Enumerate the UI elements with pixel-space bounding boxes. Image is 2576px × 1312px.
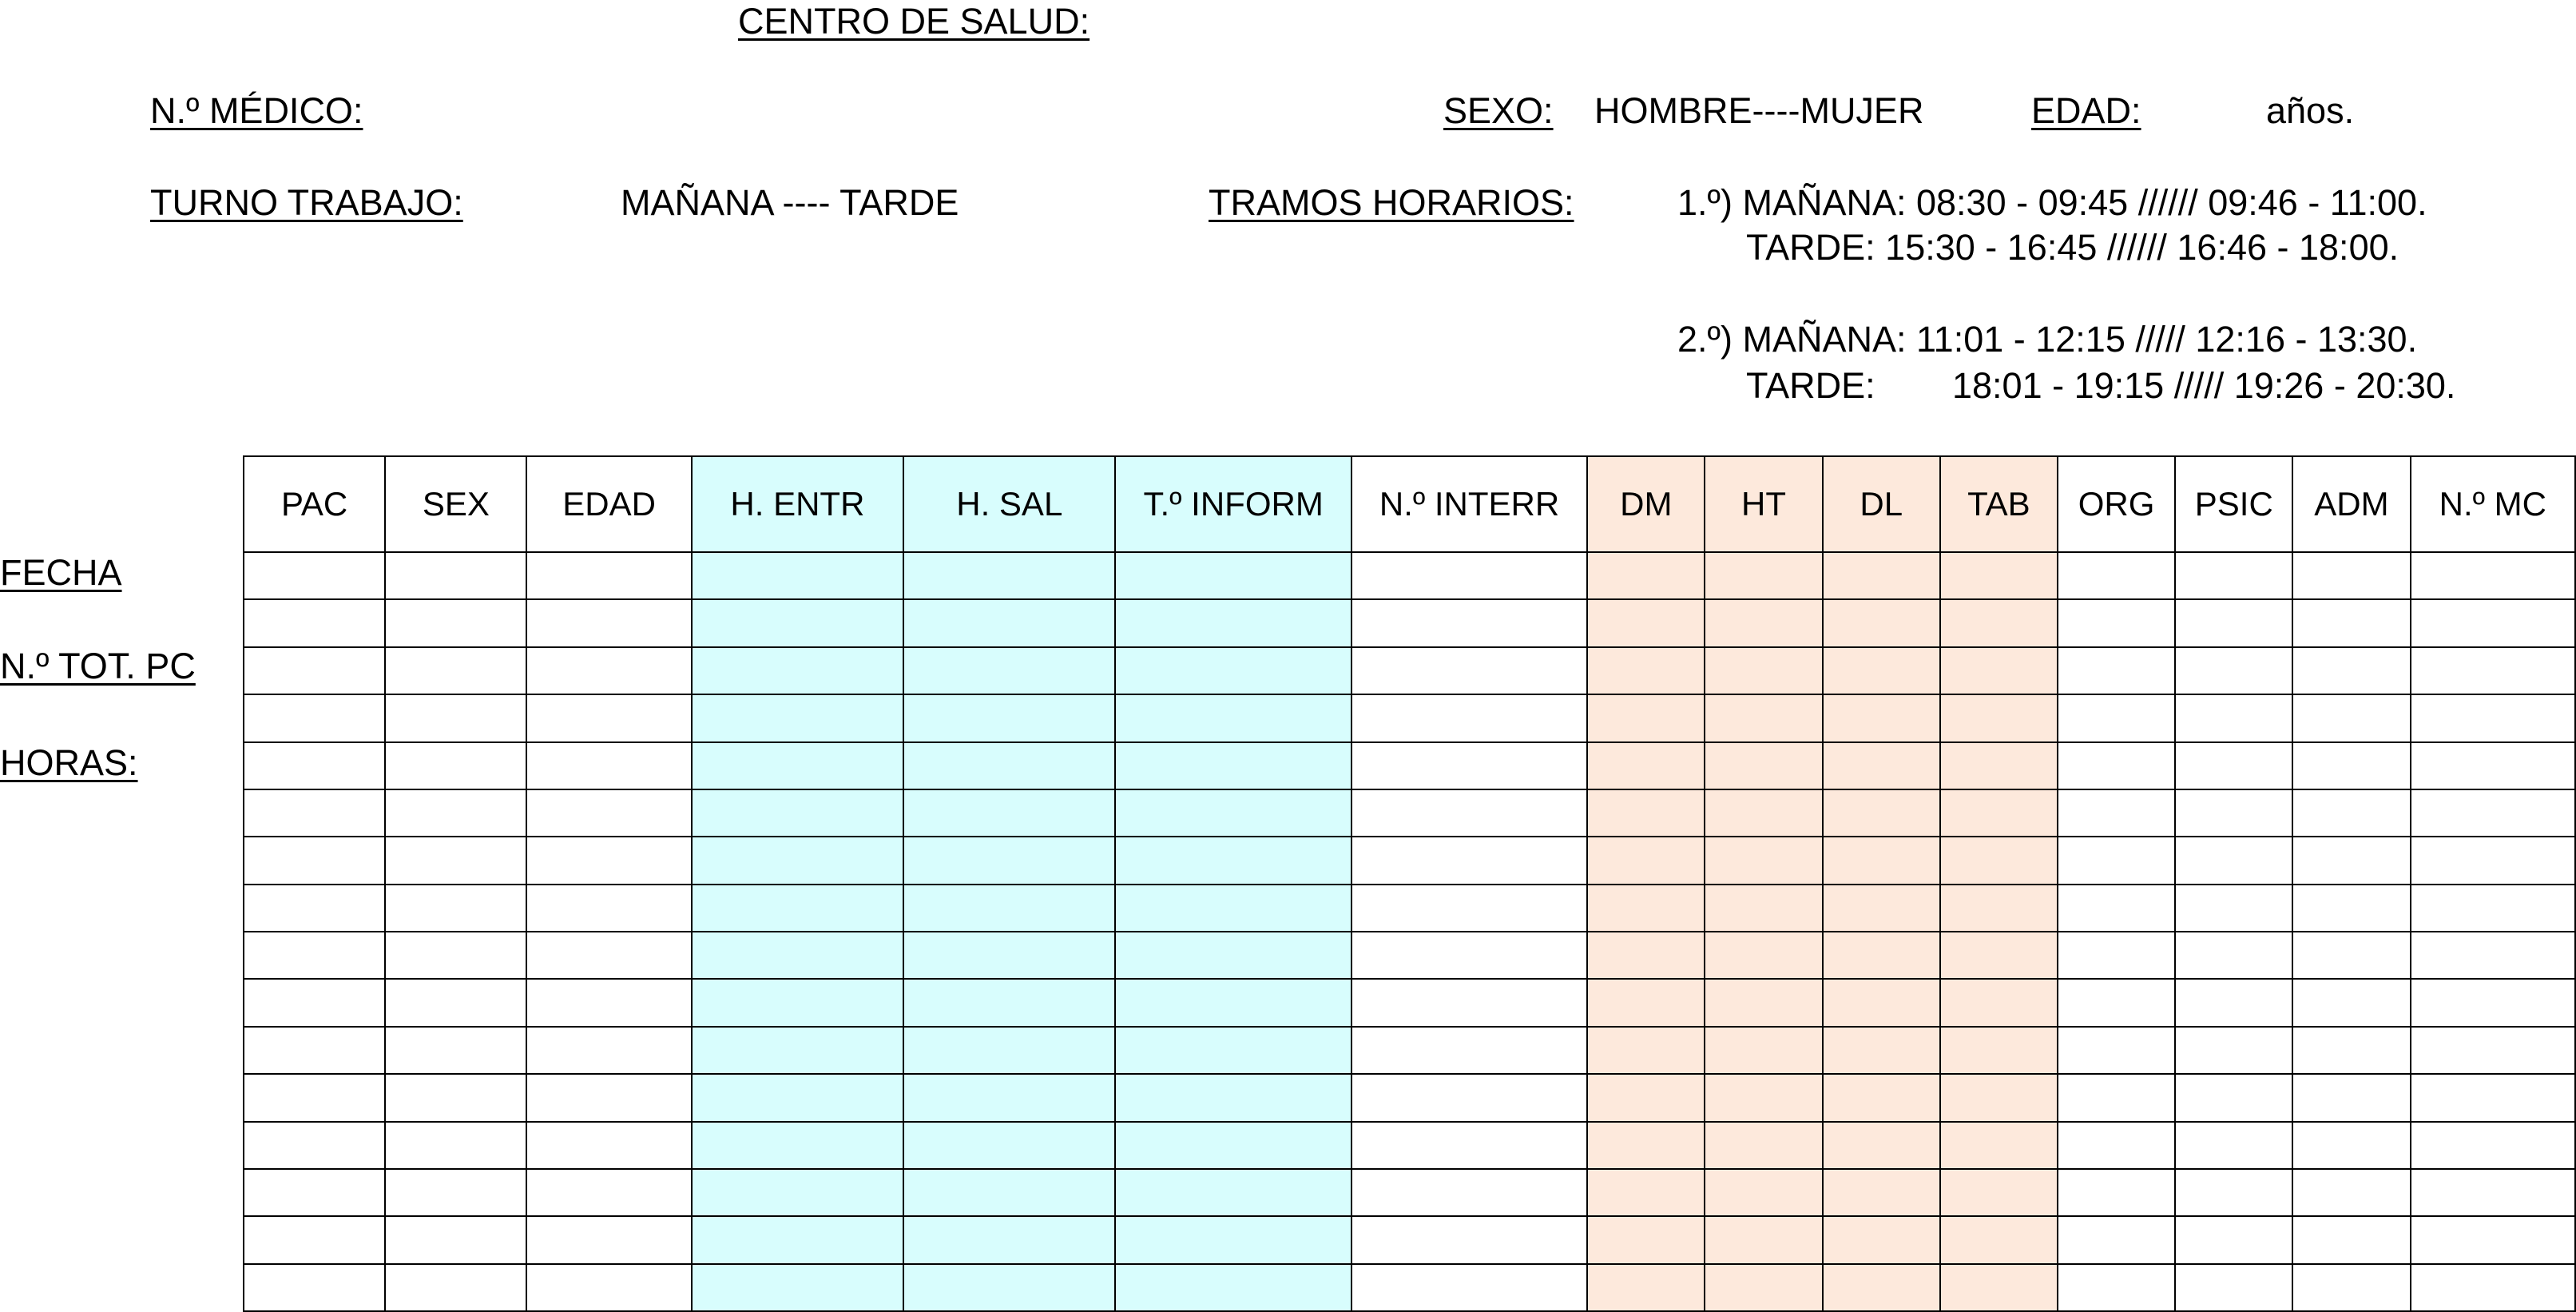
table-cell[interactable]: [1940, 932, 2058, 979]
table-cell[interactable]: [244, 1074, 385, 1121]
tramo-1-manana: 1.º) MAÑANA: 08:30 - 09:45 ////// 09:46 - 11:00.: [1677, 182, 2427, 223]
table-cell[interactable]: [2411, 742, 2575, 789]
table-cell[interactable]: [1940, 599, 2058, 646]
table-row: [244, 1264, 2575, 1311]
table-cell[interactable]: [1587, 647, 1705, 694]
table-cell[interactable]: [526, 552, 691, 599]
table-cell[interactable]: [2411, 1122, 2575, 1169]
table-cell[interactable]: [1587, 1216, 1705, 1263]
table-cell[interactable]: [2175, 742, 2292, 789]
table-row: [244, 1216, 2575, 1263]
table-cell[interactable]: [903, 1169, 1115, 1216]
table-cell[interactable]: [1705, 789, 1822, 837]
table-cell[interactable]: [2175, 979, 2292, 1026]
table-cell[interactable]: [1823, 1216, 1940, 1263]
table-row: [244, 789, 2575, 837]
table-cell[interactable]: [385, 1169, 526, 1216]
table-cell[interactable]: [1940, 885, 2058, 932]
table-cell[interactable]: [1940, 647, 2058, 694]
table-cell[interactable]: [1352, 742, 1587, 789]
table-cell[interactable]: [244, 1216, 385, 1263]
table-cell[interactable]: [1823, 1027, 1940, 1074]
table-cell[interactable]: [1587, 789, 1705, 837]
table-cell[interactable]: [692, 979, 903, 1026]
table-cell[interactable]: [692, 932, 903, 979]
table-cell[interactable]: [1352, 1169, 1587, 1216]
table-cell[interactable]: [385, 1027, 526, 1074]
table-cell[interactable]: [903, 647, 1115, 694]
table-cell[interactable]: [2292, 837, 2410, 884]
table-cell[interactable]: [692, 1169, 903, 1216]
table-cell[interactable]: [526, 647, 691, 694]
table-cell[interactable]: [2058, 1074, 2175, 1121]
table-cell[interactable]: [903, 1074, 1115, 1121]
table-row: [244, 932, 2575, 979]
table-cell[interactable]: [1352, 552, 1587, 599]
turno-trabajo-label: TURNO TRABAJO:: [150, 182, 463, 223]
table-cell[interactable]: [2411, 647, 2575, 694]
table-cell[interactable]: [2411, 1074, 2575, 1121]
column-header: N.º INTERR: [1352, 456, 1587, 552]
table-cell[interactable]: [1115, 742, 1351, 789]
table-cell[interactable]: [1587, 1122, 1705, 1169]
table-cell[interactable]: [1115, 789, 1351, 837]
table-cell[interactable]: [526, 979, 691, 1026]
table-cell[interactable]: [1705, 1264, 1822, 1311]
table-cell[interactable]: [2411, 837, 2575, 884]
table-cell[interactable]: [1940, 1074, 2058, 1121]
table-cell[interactable]: [244, 694, 385, 741]
table-cell[interactable]: [2292, 1027, 2410, 1074]
table-cell[interactable]: [2058, 1264, 2175, 1311]
turno-options: MAÑANA ---- TARDE: [621, 182, 959, 223]
table-cell[interactable]: [526, 885, 691, 932]
table-cell[interactable]: [903, 932, 1115, 979]
table-cell[interactable]: [1940, 979, 2058, 1026]
table-cell[interactable]: [1587, 1264, 1705, 1311]
table-cell[interactable]: [385, 742, 526, 789]
table-cell[interactable]: [1940, 1264, 2058, 1311]
table-cell[interactable]: [1587, 837, 1705, 884]
horas-label: HORAS:: [0, 742, 138, 783]
table-cell[interactable]: [2292, 1169, 2410, 1216]
table-cell[interactable]: [244, 1027, 385, 1074]
table-cell[interactable]: [903, 1216, 1115, 1263]
table-cell[interactable]: [1352, 1264, 1587, 1311]
table-cell[interactable]: [1823, 552, 1940, 599]
table-cell[interactable]: [1115, 837, 1351, 884]
table-cell[interactable]: [1823, 932, 1940, 979]
table-cell[interactable]: [526, 789, 691, 837]
table-cell[interactable]: [2292, 742, 2410, 789]
table-cell[interactable]: [2411, 599, 2575, 646]
table-cell[interactable]: [1705, 1122, 1822, 1169]
table-cell[interactable]: [1587, 1074, 1705, 1121]
table-cell[interactable]: [2175, 552, 2292, 599]
table-cell[interactable]: [526, 1027, 691, 1074]
patient-record-table: [243, 455, 2576, 1312]
table-cell[interactable]: [1823, 1264, 1940, 1311]
table-cell[interactable]: [2292, 1264, 2410, 1311]
table-cell[interactable]: [903, 979, 1115, 1026]
table-cell[interactable]: [385, 789, 526, 837]
table-row: [244, 1169, 2575, 1216]
table-cell[interactable]: [2411, 1216, 2575, 1263]
column-header: T.º INFORM: [1115, 456, 1351, 552]
table-cell[interactable]: [1352, 979, 1587, 1026]
column-header: H. SAL: [903, 456, 1115, 552]
table-cell[interactable]: [1940, 742, 2058, 789]
table-cell[interactable]: [526, 1169, 691, 1216]
table-cell[interactable]: [1705, 1169, 1822, 1216]
table-cell[interactable]: [1823, 694, 1940, 741]
table-cell[interactable]: [2292, 647, 2410, 694]
table-cell[interactable]: [1352, 599, 1587, 646]
table-cell[interactable]: [1940, 1216, 2058, 1263]
table-cell[interactable]: [2058, 789, 2175, 837]
table-cell[interactable]: [2175, 599, 2292, 646]
medico-label: N.º MÉDICO:: [150, 90, 363, 131]
table-cell[interactable]: [692, 742, 903, 789]
table-cell[interactable]: [2175, 1264, 2292, 1311]
table-cell[interactable]: [385, 1074, 526, 1121]
table-cell[interactable]: [692, 1122, 903, 1169]
table-cell[interactable]: [1352, 1027, 1587, 1074]
table-cell[interactable]: [2411, 932, 2575, 979]
table-cell[interactable]: [385, 647, 526, 694]
table-cell[interactable]: [2292, 599, 2410, 646]
table-cell[interactable]: [385, 1264, 526, 1311]
table-row: [244, 1027, 2575, 1074]
table-cell[interactable]: [1940, 1169, 2058, 1216]
table-cell[interactable]: [244, 742, 385, 789]
table-cell[interactable]: [1115, 932, 1351, 979]
table-cell[interactable]: [2411, 1264, 2575, 1311]
table-cell[interactable]: [692, 1216, 903, 1263]
total-pc-label: N.º TOT. PC: [0, 646, 196, 686]
table-cell[interactable]: [244, 647, 385, 694]
table-cell[interactable]: [526, 837, 691, 884]
table-cell[interactable]: [1587, 1169, 1705, 1216]
table-cell[interactable]: [1705, 885, 1822, 932]
table-cell[interactable]: [1823, 837, 1940, 884]
table-cell[interactable]: [1705, 1074, 1822, 1121]
table-cell[interactable]: [2292, 979, 2410, 1026]
table-cell[interactable]: [2058, 1216, 2175, 1263]
table-cell[interactable]: [1115, 1122, 1351, 1169]
table-cell[interactable]: [1823, 1074, 1940, 1121]
table-cell[interactable]: [1823, 979, 1940, 1026]
table-cell[interactable]: [1352, 1122, 1587, 1169]
table-cell[interactable]: [385, 979, 526, 1026]
table-cell[interactable]: [1587, 742, 1705, 789]
table-cell[interactable]: [1823, 599, 1940, 646]
column-header: TAB: [1940, 456, 2058, 552]
table-cell[interactable]: [692, 647, 903, 694]
table-cell[interactable]: [1940, 552, 2058, 599]
table-cell[interactable]: [1115, 885, 1351, 932]
column-header: H. ENTR: [692, 456, 903, 552]
table-cell[interactable]: [1705, 599, 1822, 646]
table-cell[interactable]: [1587, 885, 1705, 932]
table-cell[interactable]: [1352, 837, 1587, 884]
tramo-2-tarde-label: TARDE:: [1746, 365, 1875, 406]
table-cell[interactable]: [244, 1122, 385, 1169]
tramo-1-tarde: TARDE: 15:30 - 16:45 ////// 16:46 - 18:00.: [1746, 227, 2399, 268]
column-header: ADM: [2292, 456, 2410, 552]
column-header: DM: [1587, 456, 1705, 552]
table-cell[interactable]: [1115, 694, 1351, 741]
table-cell[interactable]: [2292, 789, 2410, 837]
table-cell[interactable]: [2411, 979, 2575, 1026]
table-cell[interactable]: [1115, 1216, 1351, 1263]
table-cell[interactable]: [1352, 885, 1587, 932]
sexo-options: HOMBRE----MUJER: [1594, 90, 1924, 131]
table-cell[interactable]: [2058, 979, 2175, 1026]
table-cell[interactable]: [1352, 647, 1587, 694]
table-cell[interactable]: [1823, 1169, 1940, 1216]
table-cell[interactable]: [385, 1216, 526, 1263]
table-cell[interactable]: [692, 552, 903, 599]
table-cell[interactable]: [2058, 1122, 2175, 1169]
table-cell[interactable]: [2292, 694, 2410, 741]
table-cell[interactable]: [244, 789, 385, 837]
table-cell[interactable]: [2292, 1216, 2410, 1263]
sexo-label: SEXO:: [1443, 90, 1554, 131]
fecha-label: FECHA: [0, 552, 122, 593]
table-cell[interactable]: [1352, 694, 1587, 741]
table-cell[interactable]: [2411, 885, 2575, 932]
table-cell[interactable]: [244, 599, 385, 646]
table-cell[interactable]: [1587, 932, 1705, 979]
table-cell[interactable]: [2175, 694, 2292, 741]
column-header: HT: [1705, 456, 1822, 552]
table-cell[interactable]: [1352, 1216, 1587, 1263]
column-header: PAC: [244, 456, 385, 552]
table-cell[interactable]: [244, 885, 385, 932]
table-cell[interactable]: [692, 599, 903, 646]
tramo-2-tarde-times: 18:01 - 19:15 ///// 19:26 - 20:30.: [1952, 365, 2456, 406]
table-cell[interactable]: [244, 979, 385, 1026]
table-cell[interactable]: [1115, 1264, 1351, 1311]
table-cell[interactable]: [692, 1264, 903, 1311]
table-row: [244, 979, 2575, 1026]
column-header: DL: [1823, 456, 1940, 552]
table-cell[interactable]: [244, 552, 385, 599]
table-cell[interactable]: [903, 885, 1115, 932]
table-cell[interactable]: [526, 1264, 691, 1311]
table-cell[interactable]: [1940, 1122, 2058, 1169]
table-row: [244, 1074, 2575, 1121]
table-cell[interactable]: [2175, 1169, 2292, 1216]
table-cell[interactable]: [1587, 979, 1705, 1026]
table-cell[interactable]: [692, 1074, 903, 1121]
table-cell[interactable]: [385, 932, 526, 979]
table-cell[interactable]: [2058, 694, 2175, 741]
table-cell[interactable]: [2175, 1027, 2292, 1074]
table-cell[interactable]: [526, 1216, 691, 1263]
table-cell[interactable]: [2058, 1027, 2175, 1074]
table-cell[interactable]: [385, 552, 526, 599]
table-cell[interactable]: [1705, 647, 1822, 694]
table-cell[interactable]: [526, 742, 691, 789]
table-cell[interactable]: [1823, 885, 1940, 932]
tramo-2-manana: 2.º) MAÑANA: 11:01 - 12:15 ///// 12:16 - 13:30.: [1677, 319, 2418, 360]
table-cell[interactable]: [244, 1169, 385, 1216]
table-cell[interactable]: [2411, 789, 2575, 837]
table-cell[interactable]: [1823, 789, 1940, 837]
table-cell[interactable]: [385, 837, 526, 884]
table-cell[interactable]: [1115, 979, 1351, 1026]
table-cell[interactable]: [2411, 1169, 2575, 1216]
table-cell[interactable]: [1940, 1027, 2058, 1074]
table-cell[interactable]: [903, 599, 1115, 646]
column-header: EDAD: [526, 456, 691, 552]
table-cell[interactable]: [2411, 552, 2575, 599]
table-cell[interactable]: [2411, 694, 2575, 741]
table-cell[interactable]: [2175, 885, 2292, 932]
table-cell[interactable]: [1705, 552, 1822, 599]
table-cell[interactable]: [2175, 1216, 2292, 1263]
table-cell[interactable]: [1705, 1216, 1822, 1263]
table-cell[interactable]: [2058, 837, 2175, 884]
table-cell[interactable]: [385, 694, 526, 741]
table-cell[interactable]: [2058, 599, 2175, 646]
column-header: SEX: [385, 456, 526, 552]
table-cell[interactable]: [1115, 599, 1351, 646]
table-cell[interactable]: [244, 1264, 385, 1311]
table-cell[interactable]: [692, 885, 903, 932]
table-cell[interactable]: [1115, 1169, 1351, 1216]
table-row: [244, 885, 2575, 932]
table-header-row: [244, 456, 2575, 552]
table-cell[interactable]: [2175, 837, 2292, 884]
column-header: PSIC: [2175, 456, 2292, 552]
table-cell[interactable]: [903, 1027, 1115, 1074]
table-cell[interactable]: [2175, 1074, 2292, 1121]
table-cell[interactable]: [1705, 1027, 1822, 1074]
edad-unit: años.: [2266, 90, 2355, 131]
table-cell[interactable]: [1705, 742, 1822, 789]
table-cell[interactable]: [1705, 932, 1822, 979]
table-cell[interactable]: [526, 932, 691, 979]
table-row: [244, 742, 2575, 789]
table-cell[interactable]: [526, 1074, 691, 1121]
table-cell[interactable]: [1352, 789, 1587, 837]
table-row: [244, 694, 2575, 741]
table-cell[interactable]: [1352, 932, 1587, 979]
table-cell[interactable]: [903, 789, 1115, 837]
table-cell[interactable]: [2292, 552, 2410, 599]
table-cell[interactable]: [385, 1122, 526, 1169]
table-cell[interactable]: [1940, 789, 2058, 837]
table-cell[interactable]: [692, 837, 903, 884]
table-cell[interactable]: [903, 694, 1115, 741]
table-row: [244, 552, 2575, 599]
table-cell[interactable]: [385, 885, 526, 932]
table-cell[interactable]: [1115, 1027, 1351, 1074]
table-cell[interactable]: [526, 1122, 691, 1169]
edad-label: EDAD:: [2031, 90, 2141, 131]
table-cell[interactable]: [2411, 1027, 2575, 1074]
table-cell[interactable]: [1705, 694, 1822, 741]
table-cell[interactable]: [2058, 1169, 2175, 1216]
table-cell[interactable]: [1352, 1074, 1587, 1121]
table-cell[interactable]: [1940, 694, 2058, 741]
table-cell[interactable]: [903, 837, 1115, 884]
table-cell[interactable]: [2058, 647, 2175, 694]
table-cell[interactable]: [385, 599, 526, 646]
table-cell[interactable]: [244, 932, 385, 979]
column-header: ORG: [2058, 456, 2175, 552]
table-row: [244, 599, 2575, 646]
table-cell[interactable]: [2175, 932, 2292, 979]
table-cell[interactable]: [1587, 552, 1705, 599]
table-cell[interactable]: [1705, 979, 1822, 1026]
table-cell[interactable]: [1587, 1027, 1705, 1074]
table-cell[interactable]: [2058, 885, 2175, 932]
table-cell[interactable]: [1823, 742, 1940, 789]
column-header: N.º MC: [2411, 456, 2575, 552]
table-cell[interactable]: [1115, 1074, 1351, 1121]
table-cell[interactable]: [1823, 1122, 1940, 1169]
table-cell[interactable]: [2292, 1122, 2410, 1169]
table-cell[interactable]: [1705, 837, 1822, 884]
table-cell[interactable]: [692, 1027, 903, 1074]
table-cell[interactable]: [1823, 647, 1940, 694]
tramos-horarios-label: TRAMOS HORARIOS:: [1209, 182, 1574, 223]
table-cell[interactable]: [2058, 742, 2175, 789]
table-cell[interactable]: [903, 552, 1115, 599]
table-cell[interactable]: [2058, 932, 2175, 979]
table-cell[interactable]: [903, 1122, 1115, 1169]
table-cell[interactable]: [1115, 647, 1351, 694]
table-cell[interactable]: [2175, 1122, 2292, 1169]
table-cell[interactable]: [1587, 694, 1705, 741]
table-cell[interactable]: [526, 694, 691, 741]
table-cell[interactable]: [903, 1264, 1115, 1311]
table-cell[interactable]: [2292, 932, 2410, 979]
table-body: [244, 552, 2575, 1311]
table-cell[interactable]: [1115, 552, 1351, 599]
table-cell[interactable]: [2175, 647, 2292, 694]
table-cell[interactable]: [526, 599, 691, 646]
table-cell[interactable]: [2292, 1074, 2410, 1121]
table-cell[interactable]: [244, 837, 385, 884]
table-cell[interactable]: [1587, 599, 1705, 646]
table-cell[interactable]: [2058, 552, 2175, 599]
table-cell[interactable]: [692, 789, 903, 837]
table-cell[interactable]: [903, 742, 1115, 789]
table-cell[interactable]: [692, 694, 903, 741]
table-cell[interactable]: [2175, 789, 2292, 837]
table-cell[interactable]: [2292, 885, 2410, 932]
table-row: [244, 647, 2575, 694]
table-cell[interactable]: [1940, 837, 2058, 884]
centro-de-salud-label: CENTRO DE SALUD:: [738, 1, 1090, 42]
table-row: [244, 837, 2575, 884]
table-row: [244, 1122, 2575, 1169]
